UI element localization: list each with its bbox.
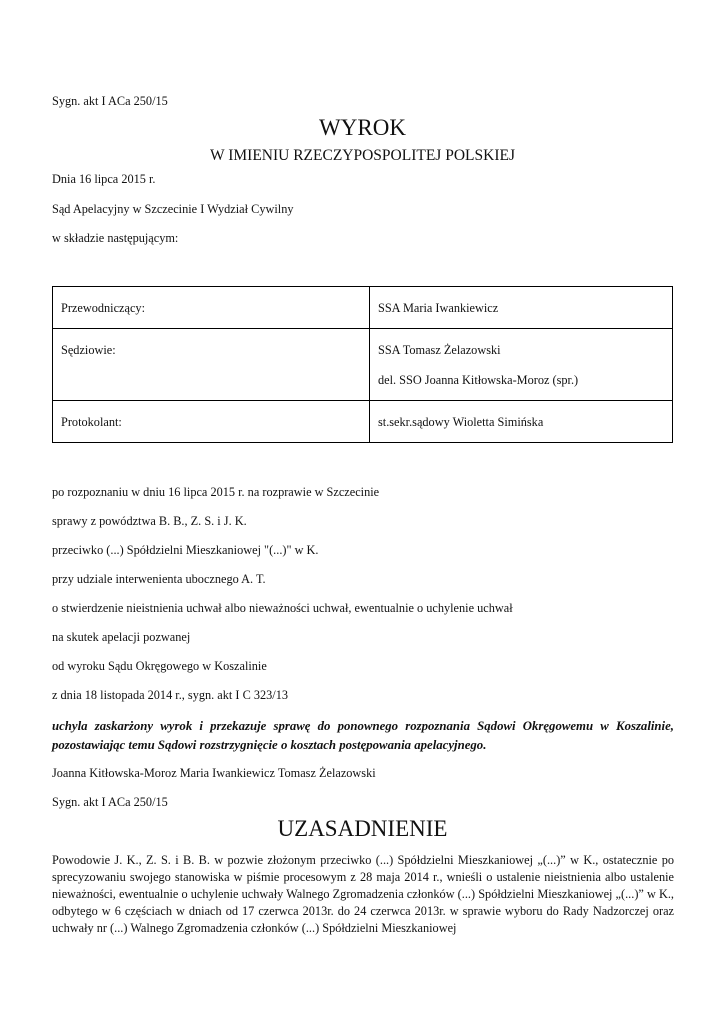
reasoning-title: UZASADNIENIE: [277, 816, 448, 841]
judges-value-2: del. SSO Joanna Kitłowska-Moroz (spr.): [378, 373, 579, 387]
judges-label: Sędziowie:: [53, 329, 370, 401]
case-number-reasoning: Sygn. akt I ACa 250/15: [52, 795, 168, 809]
clerk-label: Protokolant:: [53, 401, 370, 443]
judges-value-1: SSA Tomasz Żelazowski: [378, 343, 501, 357]
proceedings-line-7: od wyroku Sądu Okręgowego w Koszalinie: [52, 659, 267, 673]
proceedings-line-3: przeciwko (...) Spółdzielni Mieszkaniowej "(...)" w K.: [52, 543, 319, 557]
table-row: [53, 287, 673, 329]
court-line: Sąd Apelacyjny w Szczecinie I Wydział Cywilny: [52, 202, 294, 216]
proceedings-line-5: o stwierdzenie nieistnienia uchwał albo nieważności uchwał, ewentualnie o uchylenie uchwał: [52, 601, 513, 615]
proceedings-line-6: na skutek apelacji pozwanej: [52, 630, 191, 644]
judges-cell: [370, 329, 673, 401]
case-number-top: Sygn. akt I ACa 250/15: [52, 94, 168, 108]
reasoning-paragraph: Powodowie J. K., Z. S. i B. B. w pozwie złożonym przeciwko (...) Spółdzielni Mieszkaniowej „(...)” w K., ostatecznie po sprecyzowaniu swojego stanowiska w piśmie procesowym z 28 maja 2014 r., wnieśli o ustalenie nieistnienia albo ustalenie nieważności, ewentualnie o uchylenie uchwały Walnego Zgromadzenia członków (...) Spółdzielni Mieszkaniowej „(...)” w K., odbytego w 6 częściach w dniach od 17 czerwca 2013r. do 24 czerwca 2013r. w sprawie wyboru do Rady Nadzorczej oraz uchwały nr (...) Walnego Zgromadzenia członków (...) Spółdzielni Mieszkaniowej: [52, 853, 674, 935]
presiding-label: Przewodniczący:: [53, 287, 370, 329]
presiding-value: SSA Maria Iwankiewicz: [370, 287, 673, 329]
composition-intro: w składzie następującym:: [52, 231, 179, 245]
judgment-subtitle: W IMIENIU RZECZYPOSPOLITEJ POLSKIEJ: [210, 147, 515, 164]
table-row: [53, 401, 673, 443]
table-row: [53, 329, 673, 401]
proceedings-line-1: po rozpoznaniu w dniu 16 lipca 2015 r. na rozprawie w Szczecinie: [52, 485, 380, 499]
judgment-operative-part: uchyla zaskarżony wyrok i przekazuje sprawę do ponownego rozpoznania Sądowi Okręgowemu w Koszalinie, pozostawiając temu Sądowi rozstrzygnięcie o kosztach postępowania apelacyjnego.: [52, 719, 674, 752]
proceedings-line-4: przy udziale interwenienta ubocznego A. T.: [52, 572, 266, 586]
judgment-title: WYROK: [319, 115, 406, 140]
clerk-value: st.sekr.sądowy Wioletta Simińska: [370, 401, 673, 443]
composition-table: [52, 286, 673, 443]
date-line: Dnia 16 lipca 2015 r.: [52, 172, 156, 186]
proceedings-line-2: sprawy z powództwa B. B., Z. S. i J. K.: [52, 514, 247, 528]
signatures: Joanna Kitłowska-Moroz Maria Iwankiewicz Tomasz Żelazowski: [52, 766, 376, 780]
proceedings-line-8: z dnia 18 listopada 2014 r., sygn. akt I C 323/13: [52, 688, 289, 702]
